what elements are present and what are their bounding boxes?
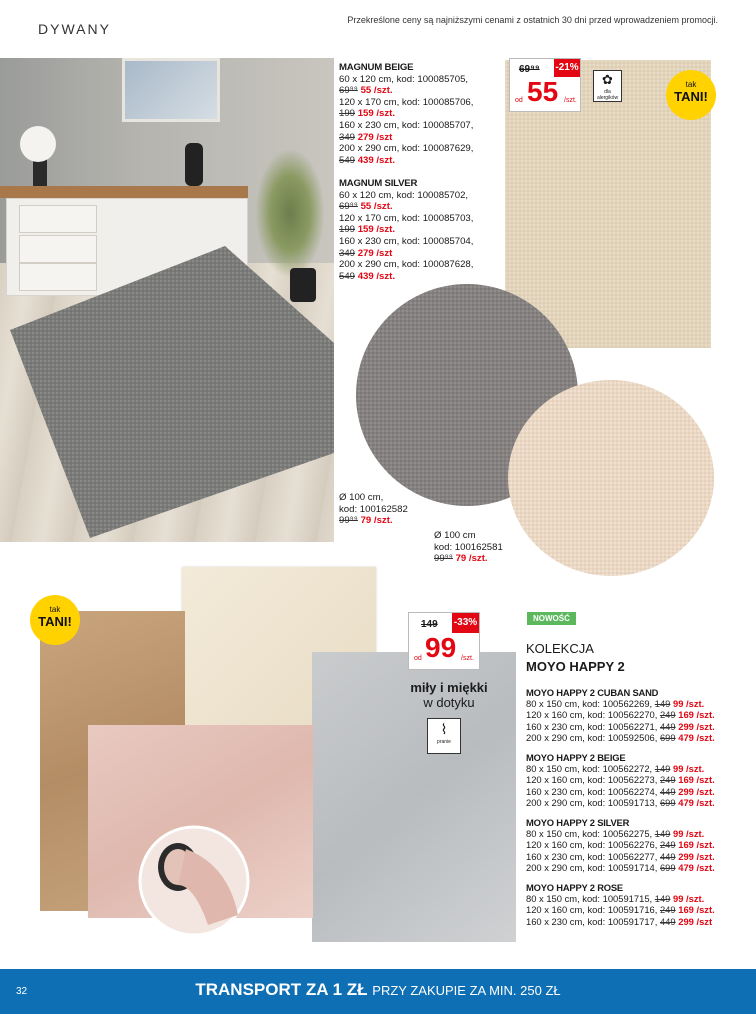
lamp — [20, 126, 56, 162]
moyo-group: MOYO HAPPY 2 ROSE 80 x 150 cm, kod: 100591715, 149 99 /szt. 120 x 160 cm, kod: 100591716, 249 169 /szt. 160 x 230 cm, kod: 100591717, 449 299 /szt — [526, 882, 715, 927]
soft-touch-text: miły i miękki w dotyku — [410, 680, 488, 710]
price-row: 200 x 290 cm, kod: 100087628, 549 439 /szt. — [339, 259, 474, 282]
price-row: 200 x 290 cm, kod: 100087629, 549 439 /szt. — [339, 143, 474, 166]
collection-title: MOYO HAPPY 2 — [526, 659, 625, 674]
product-name: MAGNUM BEIGE — [339, 62, 414, 73]
round-grey-info: Ø 100 cm, kod: 100162582 99⁹⁹ 79 /szt. — [339, 492, 408, 527]
moyo-group: MOYO HAPPY 2 SILVER 80 x 150 cm, kod: 100562275, 149 99 /szt. 120 x 160 cm, kod: 100562276, 249 169 /szt. 160 x 230 cm, kod: 100562277, 449 299 /szt. 200 x 290 cm, kod: 100591714, 699 479 /szt. — [526, 817, 715, 873]
price-row: 60 x 120 cm, kod: 100085702, 69⁹⁹ 55 /szt. — [339, 189, 469, 213]
price-row: 120 x 170 cm, kod: 100085706, 199 159 /szt. — [339, 96, 474, 120]
magnum-silver-list — [339, 178, 499, 282]
collection-label: KOLEKCJA — [526, 641, 594, 656]
moyo-group: MOYO HAPPY 2 CUBAN SAND 80 x 150 cm, kod: 100562269, 149 99 /szt. 120 x 160 cm, kod: 100562270, 249 169 /szt. 160 x 230 cm, kod: 100562271, 449 299 /szt. 200 x 290 cm, kod: 100592506, 699 479 /szt. — [526, 687, 715, 743]
grey-rug-image — [0, 228, 334, 542]
price-row: 60 x 120 cm, kod: 100085705, 69⁹⁹ 55 /szt. — [339, 73, 469, 97]
price-row: 160 x 230 cm, kod: 100085704, 349 279 /szt — [339, 235, 474, 259]
section-title: DYWANY — [38, 21, 111, 37]
room-photo — [0, 58, 334, 542]
tak-tani-badge: tak TANI! — [666, 70, 716, 120]
moyo-group: MOYO HAPPY 2 BEIGE 80 x 150 cm, kod: 100562272, 149 99 /szt. 120 x 160 cm, kod: 100562273, 249 169 /szt. 160 x 230 cm, kod: 100562274, 449 299 /szt. 200 x 290 cm, kod: 100591713, 699 479 /szt. — [526, 752, 715, 808]
new-badge: NOWOŚĆ — [527, 612, 576, 625]
washable-icon: ⌇ pranie — [427, 718, 461, 754]
wall-painting — [122, 58, 220, 122]
price-row: 160 x 230 cm, kod: 100085707, 349 279 /szt — [339, 119, 474, 143]
price-row: 120 x 170 cm, kod: 100085703, 199 159 /szt. — [339, 212, 474, 236]
price-tag-moyo: 149 -33% od 99 /szt. — [408, 612, 480, 670]
rolled-rug-detail-image — [138, 825, 251, 938]
page-number: 32 — [16, 986, 28, 997]
price-tag-magnum: 69⁹⁹ -21% od 55 /szt. — [509, 58, 581, 112]
magnum-beige-list — [339, 62, 499, 166]
footer-banner — [0, 969, 756, 1014]
moyo-price-list — [526, 687, 726, 927]
price-disclaimer: Przekreślone ceny są najniższymi cenami z ostatnich 30 dni przed wprowadzeniem promocji. — [347, 15, 718, 25]
transport-promo: TRANSPORT ZA 1 ZŁ PRZY ZAKUPIE ZA MIN. 250 ZŁ — [195, 980, 561, 999]
product-name: MAGNUM SILVER — [339, 178, 418, 189]
allergy-icon: ✿ dla alergików — [593, 70, 622, 102]
round-beige-info: Ø 100 cm kod: 100162581 99⁹⁹ 79 /szt. — [434, 530, 503, 565]
tak-tani-badge-2: tak TANI! — [30, 595, 80, 645]
